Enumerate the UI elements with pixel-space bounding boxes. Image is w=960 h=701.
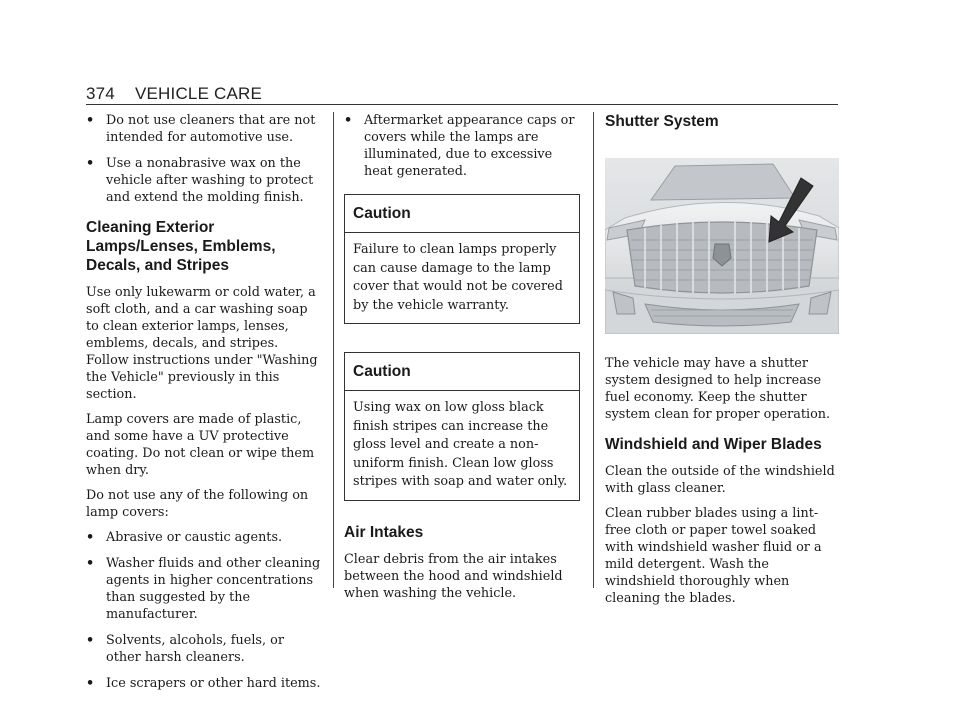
list-item-text: Do not use cleaners that are not intended for automotive use. [106,113,316,145]
list-item-text: Solvents, alcohols, fuels, or other harsh cleaners. [106,633,284,665]
bullet-glyph: • [86,556,95,571]
paragraph: Do not use any of the following on lamp covers: [86,488,309,520]
section-heading-windshield: Windshield and Wiper Blades [605,436,822,453]
list-item-text: Use a nonabrasive wax on the vehicle after washing to protect and extend the molding finish. [106,156,314,205]
list-item-text: Washer fluids and other cleaning agents in higher concentrations than suggested by the manufacturer. [106,556,321,622]
bullet-glyph: • [344,113,353,128]
section-heading-lamps: Cleaning Exterior Lamps/Lenses, Emblems, Decals, and Stripes [86,219,276,274]
list-item [86,529,322,546]
page-header [86,84,262,104]
caution-title: Caution [345,353,579,391]
caution-title: Caution [345,195,579,233]
header-rule [86,104,838,105]
section-heading-shutter: Shutter System [605,113,719,130]
list-item [86,632,322,666]
list-item [86,155,322,206]
shutter-system-illustration [605,158,839,334]
bullet-glyph: • [86,676,95,691]
section-title: VEHICLE CARE [134,84,263,103]
paragraph: Lamp covers are made of plastic, and some have a UV protective coating. Do not clean or wipe them when dry. [86,412,315,478]
paragraph: Clean the outside of the windshield with glass cleaner. [605,464,835,496]
paragraph: Use only lukewarm or cold water, a soft cloth, and a car washing soap to clean exterior lamps, lenses, emblems, decals, and stripes. Follow instructions under "Washing the Vehicle" previously in this section. [86,285,318,402]
bullet-glyph: • [86,113,95,128]
column-2 [344,112,580,610]
paragraph: Clear debris from the air intakes between the hood and windshield when washing the vehicle. [344,551,563,601]
column-1 [86,112,322,701]
list-item [86,555,322,623]
bullet-glyph: • [86,633,95,648]
bullet-glyph: • [86,530,95,545]
column-divider-2 [593,112,594,588]
page-number: 374 [86,84,115,103]
list-item-text: Abrasive or caustic agents. [106,530,283,545]
paragraph: The vehicle may have a shutter system designed to help increase fuel economy. Keep the shutter system clean for proper operation. [605,356,831,422]
section-heading-air-intakes: Air Intakes [344,523,424,541]
caution-body: Failure to clean lamps properly can cause damage to the lamp cover that would not be covered by the vehicle warranty. [353,242,563,313]
list-item [86,112,322,146]
list-item-text: Ice scrapers or other hard items. [106,676,321,691]
paragraph: Clean rubber blades using a lint-free cloth or paper towel soaked with windshield washer fluid or a mild detergent. Wash the windshield thoroughly when cleaning the blades. [605,506,822,606]
list-item-text: Aftermarket appearance caps or covers while the lamps are illuminated, due to excessive heat generated. [364,113,575,179]
caution-body: Using wax on low gloss black finish stripes can increase the gloss level and create a non-uniform finish. Clean low gloss stripes with soap and water only. [353,400,568,489]
column-divider-1 [333,112,334,588]
list-item [344,112,580,180]
bullet-glyph: • [86,156,95,171]
column-3 [605,112,839,615]
caution-box [344,352,580,501]
caution-box [344,194,580,324]
